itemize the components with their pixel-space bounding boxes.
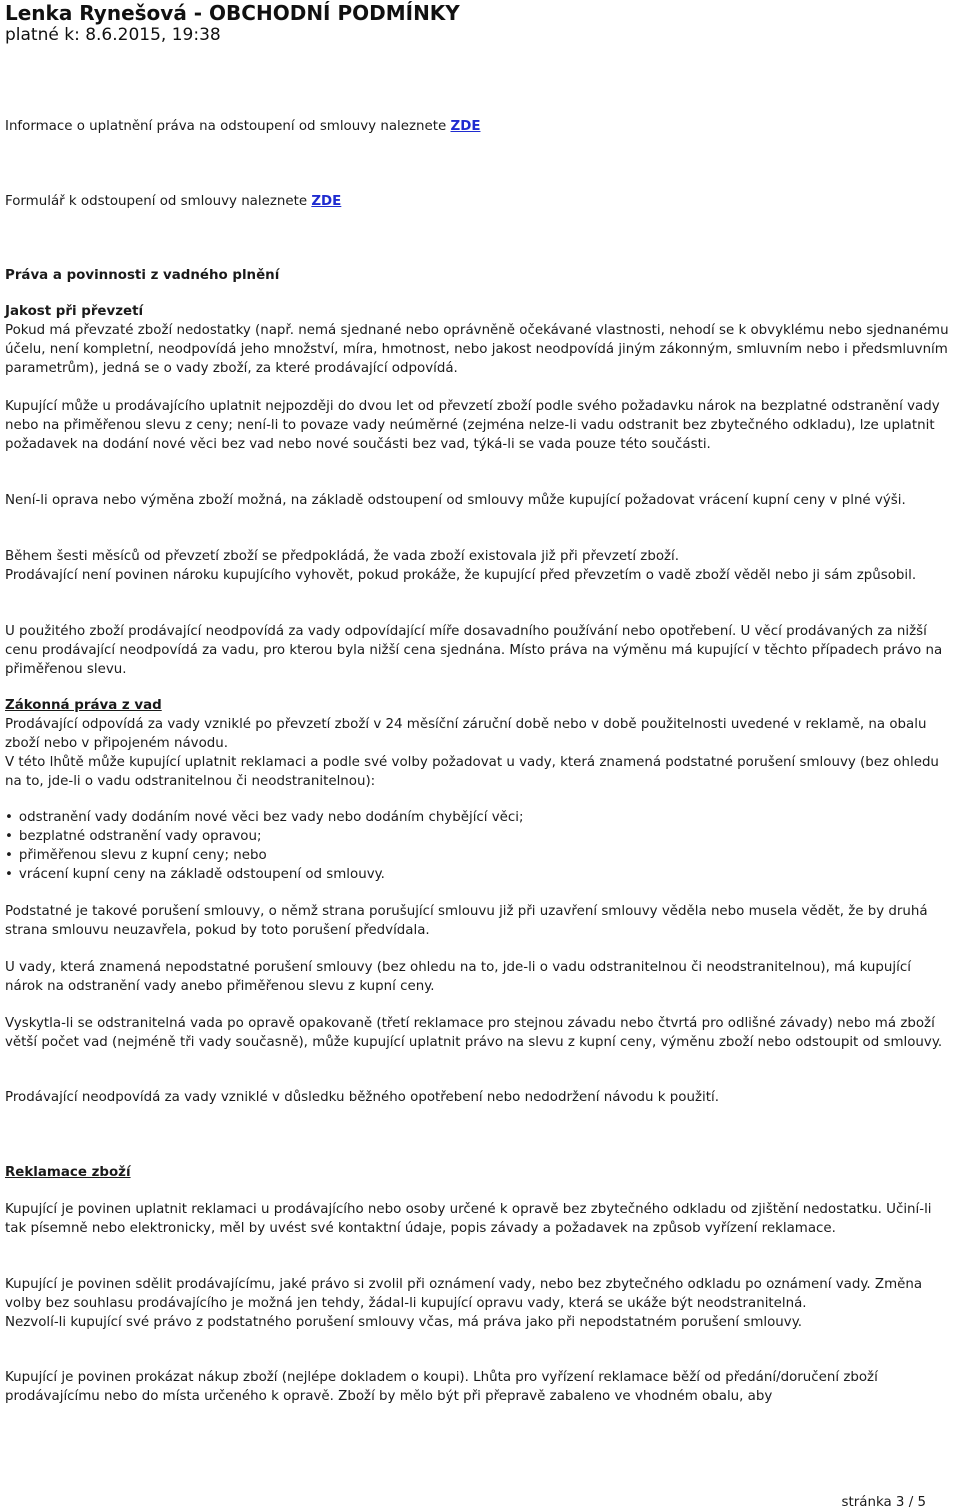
withdrawal-form-info: Formulář k odstoupení od smlouvy naleznete ZDE	[5, 194, 342, 209]
legal-rights-section	[5, 696, 953, 791]
remedy-list	[5, 808, 953, 884]
wear-paragraph: Prodávající neodpovídá za vady vzniklé v důsledku běžného opotřebení nebo nedodržení návodu k použití.	[5, 1090, 719, 1105]
page-header	[5, 2, 460, 45]
late-choice-paragraph: Nezvolí-li kupující své právo z podstatného porušení smlouvy včas, má práva jako při nepodstatném porušení smlouvy.	[5, 1315, 802, 1330]
legal-rights-heading: Zákonná práva z vad	[5, 698, 162, 713]
list-item: • bezplatné odstranění vady opravou;	[5, 827, 953, 846]
list-item: • vrácení kupní ceny na základě odstoupení od smlouvy.	[5, 865, 953, 884]
refund-paragraph: Není-li oprava nebo výměna zboží možná, na základě odstoupení od smlouvy může kupující požadovat vrácení kupní ceny v plné výši.	[5, 493, 906, 508]
rights-heading: Práva a povinnosti z vadného plnění	[5, 268, 280, 283]
withdrawal-form-link[interactable]: ZDE	[311, 194, 342, 209]
presumption-paragraph: Během šesti měsíců od převzetí zboží se předpokládá, že vada zboží existovala již při převzetí zboží.	[5, 549, 680, 564]
list-item: • přiměřenou slevu z kupní ceny; nebo	[5, 846, 953, 865]
validity-date: platné k: 8.6.2015, 19:38	[5, 25, 221, 45]
minor-breach-paragraph: U vady, která znamená nepodstatné porušení smlouvy (bez ohledu na to, jde-li o vadu odstranitelnou či neodstranitelnou), má kupující nárok na odstranění vady anebo přiměřenou slevu z kupní ceny.	[5, 960, 911, 994]
page-number: stránka 3 / 5	[841, 1495, 926, 1510]
quality-heading: Jakost při převzetí	[5, 304, 144, 319]
quality-paragraph: Pokud má převzaté zboží nedostatky (např. nemá sjednané nebo oprávněně očekávané vlastnosti, nehodí se k obvyklému nebo sjednanému účelu, není kompletní, neodpovídá jeho množství, míra, hmotnost, nebo jakost neodpovídá jiným zákonným, smluvním nebo i předsmluvním parametrům), jedná se o vady zboží, za které prodávající odpovídá.	[5, 323, 949, 376]
warranty-paragraph: Prodávající odpovídá za vady vzniklé po převzetí zboží v 24 měsíční záruční době nebo v době použitelnosti uvedené v reklamě, na obalu zboží nebo v připojeném návodu.	[5, 717, 927, 751]
choice-paragraph: Kupující je povinen sdělit prodávajícímu, jaké právo si zvolil při oznámení vady, nebo bez zbytečného odkladu po oznámení vady. Změna volby bez souhlasu prodávajícího je možná jen tehdy, žádal-li kupující opravu vady, která se ukáže být neodstranitelná.	[5, 1277, 923, 1311]
seller-exemption-paragraph: Prodávající není povinen nároku kupujícího vyhovět, pokud prokáže, že kupující před převzetím o vadě zboží věděl nebo ji sám způsobil.	[5, 568, 917, 583]
complaint-paragraph: Kupující je povinen uplatnit reklamaci u prodávajícího nebo osoby určené k opravě bez zbytečného odkladu od zjištění nedostatku. Učiní-li tak písemně nebo elektronicky, měl by uvést své kontaktní údaje, popis závady a požadavek na způsob vyřízení reklamace.	[5, 1202, 932, 1236]
claim-options-paragraph: V této lhůtě může kupující uplatnit reklamaci a podle své volby požadovat u vady, která znamená podstatné porušení smlouvy (bez ohledu na to, jde-li o vadu odstranitelnou či neodstranitelnou):	[5, 755, 939, 789]
presumption-section	[5, 547, 953, 585]
proof-paragraph: Kupující je povinen prokázat nákup zboží (nejlépe dokladem o koupi). Lhůta pro vyřízení reklamace běží od předání/doručení zboží prodávajícímu nebo do místa určeného k opravě. Zboží by mělo být při přepravě zabaleno ve vhodném obalu, aby	[5, 1370, 878, 1404]
complaint-heading: Reklamace zboží	[5, 1165, 131, 1180]
claim-paragraph: Kupující může u prodávajícího uplatnit nejpozději do dvou let od převzetí zboží podle svého požadavku nárok na bezplatné odstranění vady nebo na přiměřenou slevu z ceny; není-li to povaze vady neúměrné (zejména nelze-li vadu odstranit bez zbytečného odkladu), lze uplatnit požadavek na dodání nové věci bez vad nebo nové součásti bez vad, týká-li se vada pouze této součásti.	[5, 399, 940, 452]
quality-section	[5, 302, 953, 378]
material-breach-paragraph: Podstatné je takové porušení smlouvy, o němž strana porušující smlouvu již při uzavření smlouvy věděla nebo musela vědět, že by druhá strana smlouvu neuzavřela, pokud by toto porušení předvídala.	[5, 904, 928, 938]
used-goods-paragraph: U použitého zboží prodávající neodpovídá za vady odpovídající míře dosavadního používání nebo opotřebení. U věcí prodávaných za nižší cenu prodávající neodpovídá za vadu, pro kterou byla nižší cena sjednána. Místo práva na výměnu má kupující v těchto případech právo na přiměřenou slevu.	[5, 624, 943, 677]
withdrawal-info: Informace o uplatnění práva na odstoupení od smlouvy naleznete ZDE	[5, 119, 481, 134]
page-title: Lenka Rynešová - OBCHODNÍ PODMÍNKY	[5, 1, 460, 25]
withdrawal-info-link[interactable]: ZDE	[450, 119, 481, 134]
repeated-defect-paragraph: Vyskytla-li se odstranitelná vada po opravě opakovaně (třetí reklamace pro stejnou závadu nebo čtvrtá pro odlišné závady) nebo má zboží větší počet vad (nejméně tři vady současně), může kupující uplatnit právo na slevu z kupní ceny, výměnu zboží nebo odstoupit od smlouvy.	[5, 1016, 943, 1050]
list-item: • odstranění vady dodáním nové věci bez vady nebo dodáním chybějící věci;	[5, 808, 953, 827]
choice-section	[5, 1275, 953, 1332]
